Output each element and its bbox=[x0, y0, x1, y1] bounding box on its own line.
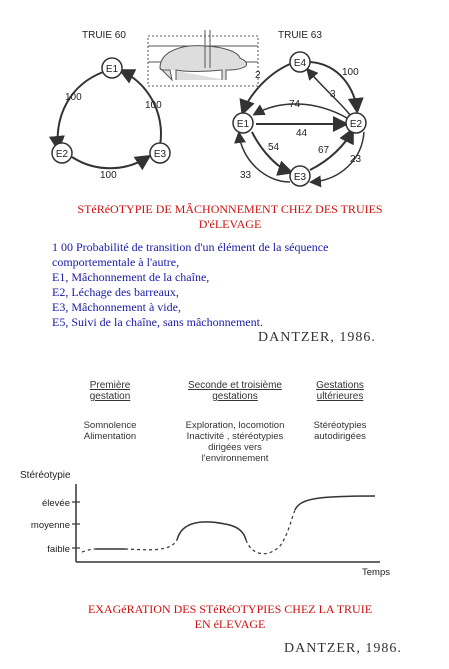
caption2-author: DANTZER, 1986. bbox=[284, 641, 402, 656]
svg-text:E2: E2 bbox=[349, 119, 363, 130]
right-edge-e3-e2: 67 bbox=[318, 145, 330, 156]
svg-text:E3: E3 bbox=[153, 149, 167, 160]
caption1-title bbox=[40, 202, 420, 232]
svg-text:E2: E2 bbox=[55, 149, 69, 160]
pig-illustration-icon bbox=[148, 30, 258, 86]
svg-text:E4: E4 bbox=[293, 58, 307, 69]
dashed-curve bbox=[82, 549, 96, 552]
caption2-title-line2: EN éLEVAGE bbox=[194, 617, 266, 631]
left-edge-e1-e2: 100 bbox=[65, 92, 82, 103]
legend-line: E1, Mâchonnement de la chaîne, bbox=[52, 270, 210, 284]
phase-3-desc: Stéréotypies autodirigées bbox=[313, 420, 367, 442]
right-node-e2 bbox=[346, 113, 366, 133]
svg-text:E1: E1 bbox=[105, 64, 119, 75]
legend-line: E3, Mâchonnement à vide, bbox=[52, 300, 181, 314]
svg-text:E1: E1 bbox=[236, 119, 250, 130]
left-node-e2 bbox=[52, 143, 72, 163]
right-node-e4 bbox=[290, 52, 310, 72]
caption2-title-line1: EXAGéRATION DES STéRéOTYPIES CHEZ LA TRUIE bbox=[87, 602, 373, 616]
left-node-e3 bbox=[150, 143, 170, 163]
caption2-title bbox=[40, 602, 420, 632]
left-node-e1 bbox=[102, 58, 122, 78]
right-edge-e4-e2: 100 bbox=[342, 67, 359, 78]
right-edge-e2-e1: 74 bbox=[289, 99, 301, 110]
solid-curve bbox=[295, 496, 375, 510]
right-node-e3 bbox=[290, 166, 310, 186]
right-edge-e1-e2: 44 bbox=[296, 128, 308, 139]
level-high: élevée bbox=[42, 498, 70, 509]
caption1-legend bbox=[52, 240, 432, 330]
left-edge-e3-e1: 100 bbox=[145, 100, 162, 111]
caption1-title-line1: STéRéOTYPIE DE MÂCHONNEMENT CHEZ DES TRUIES bbox=[77, 202, 383, 216]
phase-2-desc: Exploration, locomotion Inactivité , stéréotypies dirigées vers l'environnement bbox=[185, 420, 285, 464]
right-node-e1 bbox=[233, 113, 253, 133]
solid-curve bbox=[177, 522, 246, 540]
transition-diagrams bbox=[0, 0, 449, 200]
phase-1-title: Première gestation bbox=[89, 380, 131, 402]
right-edge-e3-e1: 33 bbox=[240, 170, 252, 181]
left-edge-e2-e3: 100 bbox=[100, 170, 117, 181]
phase-2-title: Seconde et troisième gestations bbox=[188, 380, 282, 402]
phase-1-desc: Somnolence Alimentation bbox=[83, 420, 137, 442]
right-edge-e1-e3: 54 bbox=[268, 142, 280, 153]
caption1-title-line2: D'éLEVAGE bbox=[198, 217, 262, 231]
legend-line: E5, Suivi de la chaîne, sans mâchonnement. bbox=[52, 315, 263, 329]
phase-3-title: Gestations ultérieures bbox=[316, 380, 364, 402]
right-edge-e4-e1: 2 bbox=[255, 70, 261, 81]
truie63-label: TRUIE 63 bbox=[278, 30, 322, 41]
dashed-curve bbox=[246, 510, 295, 554]
right-edge-e2-e4: 3 bbox=[330, 89, 336, 100]
x-axis-label: Temps bbox=[362, 567, 390, 578]
caption1-author: DANTZER, 1986. bbox=[258, 330, 376, 345]
legend-line: comportementale à l'autre, bbox=[52, 255, 180, 269]
dashed-curve bbox=[125, 540, 177, 550]
legend-line: E2, Léchage des barreaux, bbox=[52, 285, 179, 299]
svg-text:E3: E3 bbox=[293, 172, 307, 183]
legend-line: 1 00 Probabilité de transition d'un élément de la séquence bbox=[52, 240, 329, 254]
truie60-label: TRUIE 60 bbox=[82, 30, 126, 41]
y-axis-label: Stéréotypie bbox=[20, 470, 71, 481]
right-edge-e2-e3: 23 bbox=[350, 154, 362, 165]
level-low: faible bbox=[47, 544, 70, 555]
level-medium: moyenne bbox=[30, 520, 70, 531]
